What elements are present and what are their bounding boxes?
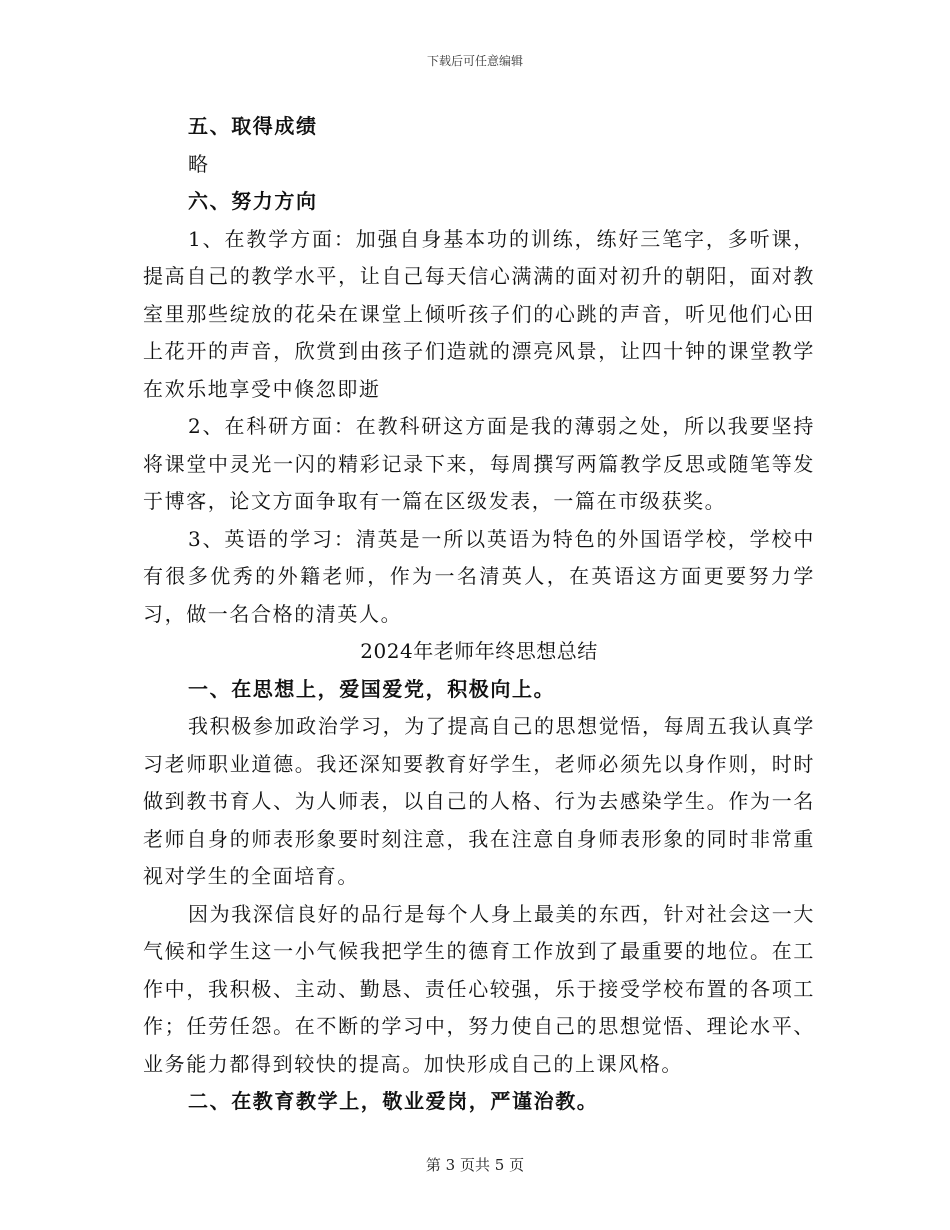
paragraph-moral-education: 因为我深信良好的品行是每个人身上最美的东西，针对社会这一大气候和学生这一小气候我把学生的德育工作放到了最重要的地位。在工作中，我积极、主动、勤恳、责任心较强，乐于接受学校布置的各项工作；任劳任怨。在不断的学习中，努力使自己的思想觉悟、理论水平、业务能力都得到较快的提高。加快形成自己的上课风格。 [143, 901, 815, 1076]
paragraph-english: 3、英语的学习：清英是一所以英语为特色的外国语学校，学校中有很多优秀的外籍老师，作为一名清英人，在英语这方面更要努力学习，做一名合格的清英人。 [143, 526, 815, 626]
section-heading-achievements: 五、取得成绩 [188, 114, 318, 138]
paragraph-research: 2、在科研方面：在教科研这方面是我的薄弱之处，所以我要坚持将课堂中灵光一闪的精彩记录下来，每周撰写两篇教学反思或随笔等发于博客，论文方面争取有一篇在区级发表，一篇在市级获奖。 [143, 414, 815, 513]
section-heading-thought: 一、在思想上，爱国爱党，积极向上。 [188, 676, 556, 701]
document-title: 2024年老师年终思想总结 [360, 639, 598, 663]
paragraph-political-study: 我积极参加政治学习，为了提高自己的思想觉悟，每周五我认真学习老师职业道德。我还深知要教育好学生，老师必须先以身作则，时时做到教书育人、为人师表，以自己的人格、行为去感染学生。作为一名老师自身的师表形象要时刻注意，我在注意自身师表形象的同时非常重视对学生的全面培育。 [143, 714, 815, 888]
achievements-body: 略 [188, 151, 210, 176]
document-body [143, 108, 815, 1121]
page-footer: 第 3 页共 5 页 [425, 1156, 525, 1174]
paragraph-teaching: 1、在教学方面：加强自身基本功的训练，练好三笔字，多听课，提高自己的教学水平，让自己每天信心满满的面对初升的朝阳，面对教室里那些绽放的花朵在课堂上倾听孩子们的心跳的声音，听见他们心田上花开的声音，欣赏到由孩子们造就的漂亮风景，让四十钟的课堂教学在欢乐地享受中倏忽即逝 [143, 226, 815, 401]
section-heading-teaching: 二、在教育教学上，敬业爱岗，严谨治教。 [188, 1089, 599, 1113]
page-header: 下载后可任意编辑 [426, 54, 523, 68]
section-heading-direction: 六、努力方向 [188, 189, 318, 213]
